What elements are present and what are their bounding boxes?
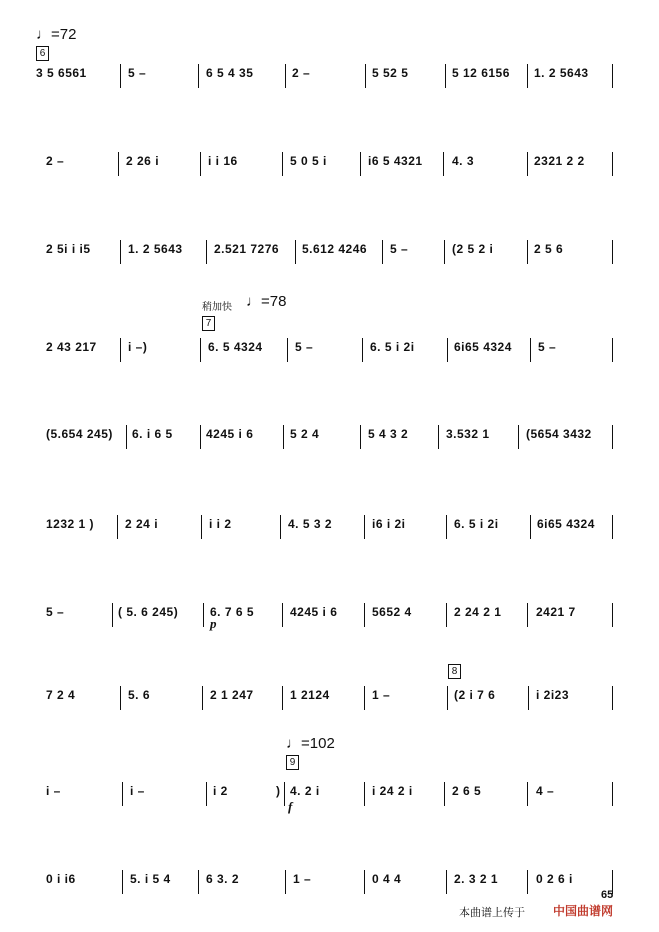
measure: 6. 7 6 5 — [210, 605, 255, 619]
measure: 7 2 4 — [46, 688, 76, 702]
barline — [120, 64, 121, 88]
measure: 3 5 6561 — [36, 66, 87, 80]
barline — [612, 240, 613, 264]
barline — [117, 515, 118, 539]
barline — [360, 425, 361, 449]
barline — [285, 870, 286, 894]
barline — [527, 64, 528, 88]
barline — [612, 64, 613, 88]
measure: 4. 2 i — [290, 784, 320, 798]
measure: 2 24 i — [125, 517, 159, 531]
tempo-mark — [36, 26, 76, 43]
barline — [198, 870, 199, 894]
barline — [284, 782, 285, 806]
barline — [200, 425, 201, 449]
measure: 2 5i i i5 — [46, 242, 91, 256]
barline — [280, 515, 281, 539]
measure: 6. 5 4324 — [208, 340, 263, 354]
barline — [206, 240, 207, 264]
barline — [612, 686, 613, 710]
barline — [527, 782, 528, 806]
measure: 5 – — [128, 66, 147, 80]
measure: 5 52 5 — [372, 66, 409, 80]
measure: 2 1 247 — [210, 688, 254, 702]
measure: i – — [46, 784, 61, 798]
measure: 5 – — [46, 605, 65, 619]
barline — [282, 686, 283, 710]
measure: (5.654 245) — [46, 427, 113, 441]
rehearsal-mark: 6 — [36, 46, 49, 61]
measure: i –) — [128, 340, 148, 354]
measure: 4. 3 — [452, 154, 475, 168]
measure: 6 3. 2 — [206, 872, 240, 886]
measure: 1. 2 5643 — [534, 66, 589, 80]
staff-system — [0, 780, 659, 812]
measure: 5.612 4246 — [302, 242, 368, 256]
barline — [364, 870, 365, 894]
barline — [612, 152, 613, 176]
barline — [362, 338, 363, 362]
measure: 2 – — [46, 154, 65, 168]
measure: 5 2 4 — [290, 427, 320, 441]
measure: 6i65 4324 — [454, 340, 512, 354]
tempo-mark — [246, 293, 286, 310]
page-number: 65 — [601, 889, 614, 901]
measure: 2 24 2 1 — [454, 605, 502, 619]
measure: i 2 — [213, 784, 228, 798]
barline — [120, 338, 121, 362]
barline — [364, 686, 365, 710]
measure: (2 i 7 6 — [454, 688, 496, 702]
barline — [446, 603, 447, 627]
measure: i6 5 4321 — [368, 154, 423, 168]
measure: 2321 2 2 — [534, 154, 585, 168]
barline — [200, 152, 201, 176]
staff-system — [0, 336, 659, 368]
measure: 2. 3 2 1 — [454, 872, 499, 886]
staff-system — [0, 62, 659, 94]
measure: 1. 2 5643 — [128, 242, 183, 256]
barline — [612, 782, 613, 806]
measure: 5 4 3 2 — [368, 427, 409, 441]
upload-note: 本曲谱上传于 — [459, 907, 525, 919]
barline — [445, 64, 446, 88]
measure: (5654 3432 — [526, 427, 592, 441]
barline — [382, 240, 383, 264]
measure: 4245 i 6 — [290, 605, 338, 619]
measure: 2421 7 — [536, 605, 576, 619]
barline — [122, 870, 123, 894]
barline — [122, 782, 123, 806]
measure: 1 2124 — [290, 688, 330, 702]
measure: 5 12 6156 — [452, 66, 510, 80]
measure: 5 – — [295, 340, 314, 354]
site-name: 中国曲谱网 — [553, 904, 614, 918]
staff-system — [0, 868, 659, 900]
barline — [120, 686, 121, 710]
measure: 1 – — [293, 872, 312, 886]
measure: 2 43 217 — [46, 340, 97, 354]
tempo-text: ♩=78 — [246, 293, 287, 310]
dynamic-mark: f — [288, 799, 293, 814]
barline — [447, 686, 448, 710]
rehearsal-mark: 8 — [448, 664, 461, 679]
barline — [360, 152, 361, 176]
barline — [612, 338, 613, 362]
barline — [447, 338, 448, 362]
expression-mark: 稍加快 — [202, 302, 232, 313]
staff-system — [0, 150, 659, 182]
barline — [203, 603, 204, 627]
barline — [518, 425, 519, 449]
measure: 0 i i6 — [46, 872, 76, 886]
measure: i – — [130, 784, 145, 798]
barline — [126, 425, 127, 449]
measure: 6. i 6 5 — [132, 427, 173, 441]
measure: 3.532 1 — [446, 427, 490, 441]
barline — [612, 515, 613, 539]
measure: 1 – — [372, 688, 391, 702]
measure: 4 – — [536, 784, 555, 798]
rehearsal-mark: 7 — [202, 316, 215, 331]
staff-system — [0, 423, 659, 455]
barline — [201, 515, 202, 539]
measure: 5. 6 — [128, 688, 151, 702]
site-logo[interactable] — [553, 902, 613, 919]
measure: (2 5 2 i — [452, 242, 494, 256]
barline — [200, 338, 201, 362]
measure: 6i65 4324 — [537, 517, 595, 531]
measure: 0 2 6 i — [536, 872, 573, 886]
measure: ( 5. 6 245) — [118, 605, 179, 619]
measure: 2.521 7276 — [214, 242, 280, 256]
staff-system — [0, 513, 659, 545]
barline — [365, 64, 366, 88]
barline — [283, 425, 284, 449]
barline — [443, 152, 444, 176]
measure: i 24 2 i — [372, 784, 413, 798]
barline — [198, 64, 199, 88]
barline — [282, 603, 283, 627]
barline — [527, 870, 528, 894]
measure: 2 5 6 — [534, 242, 564, 256]
measure: 1232 1 ) — [46, 517, 95, 531]
barline — [527, 240, 528, 264]
barline — [118, 152, 119, 176]
measure: i 2i23 — [536, 688, 570, 702]
measure: 2 6 5 — [452, 784, 482, 798]
rehearsal-mark: 9 — [286, 755, 299, 770]
staff-system — [0, 601, 659, 633]
staff-system — [0, 684, 659, 716]
measure: 5 0 5 i — [290, 154, 327, 168]
barline — [438, 425, 439, 449]
measure: i i 16 — [208, 154, 238, 168]
measure: 6. 5 i 2i — [370, 340, 415, 354]
barline — [446, 515, 447, 539]
barline — [444, 240, 445, 264]
measure: 6 5 4 35 — [206, 66, 254, 80]
measure: 4245 i 6 — [206, 427, 254, 441]
measure: 6. 5 i 2i — [454, 517, 499, 531]
tempo-text: ♩=72 — [36, 26, 77, 43]
barline — [530, 338, 531, 362]
measure: 5 – — [390, 242, 409, 256]
barline — [295, 240, 296, 264]
measure: 5652 4 — [372, 605, 412, 619]
barline — [364, 782, 365, 806]
barline — [120, 240, 121, 264]
barline — [282, 152, 283, 176]
tempo-text: ♩=102 — [286, 735, 335, 752]
barline — [202, 686, 203, 710]
measure: 4. 5 3 2 — [288, 517, 333, 531]
barline — [527, 152, 528, 176]
tempo-mark — [286, 735, 335, 752]
barline — [364, 515, 365, 539]
barline — [612, 603, 613, 627]
barline — [528, 686, 529, 710]
dynamic-mark: p — [210, 616, 217, 631]
measure: 2 26 i — [126, 154, 160, 168]
measure: ) — [276, 784, 281, 798]
barline — [612, 425, 613, 449]
barline — [287, 338, 288, 362]
staff-system — [0, 238, 659, 270]
measure: 5 – — [538, 340, 557, 354]
measure: 5. i 5 4 — [130, 872, 171, 886]
barline — [527, 603, 528, 627]
barline — [364, 603, 365, 627]
barline — [112, 603, 113, 627]
measure: i6 i 2i — [372, 517, 406, 531]
measure: i i 2 — [209, 517, 232, 531]
barline — [206, 782, 207, 806]
barline — [446, 870, 447, 894]
barline — [444, 782, 445, 806]
barline — [285, 64, 286, 88]
measure: 0 4 4 — [372, 872, 402, 886]
measure: 2 – — [292, 66, 311, 80]
barline — [530, 515, 531, 539]
